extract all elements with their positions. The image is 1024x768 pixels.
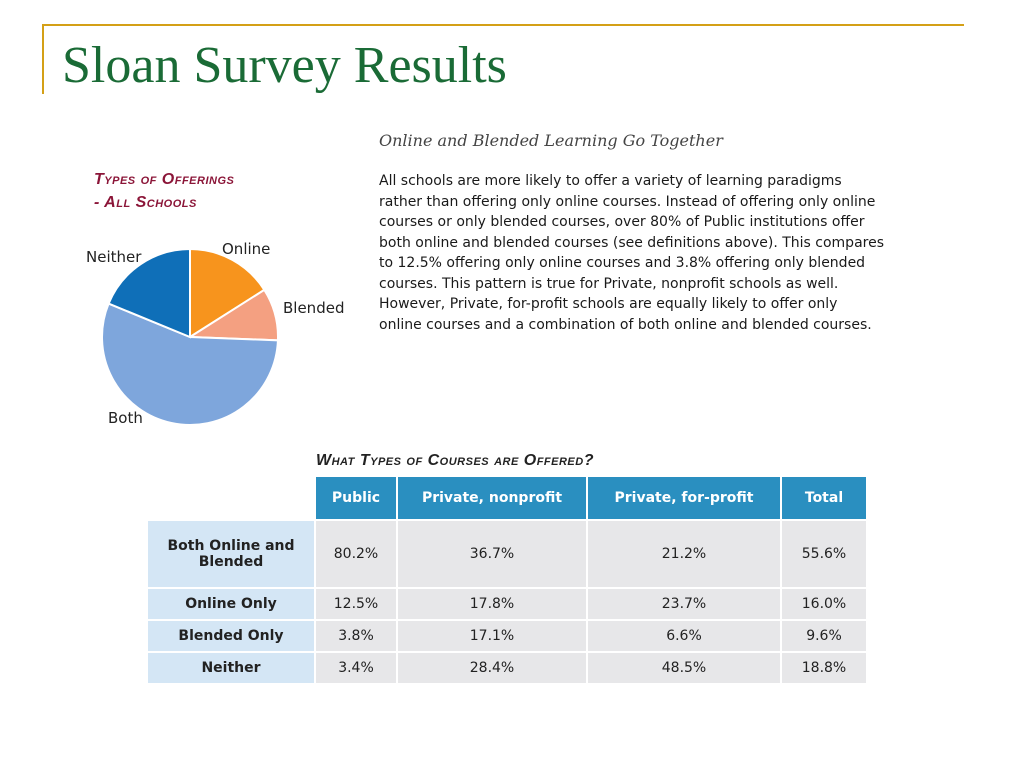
col-header-private-forprofit: Private, for-profit bbox=[588, 477, 780, 519]
table-cell: 6.6% bbox=[588, 621, 780, 651]
table-cell: 28.4% bbox=[398, 653, 586, 683]
table-cell: 21.2% bbox=[588, 521, 780, 587]
row-header: Both Online and Blended bbox=[148, 521, 314, 587]
row-header: Online Only bbox=[148, 589, 314, 619]
table-cell: 80.2% bbox=[316, 521, 396, 587]
slice-label-blended: Blended bbox=[283, 299, 345, 317]
article-body: All schools are more likely to offer a variety of learning paradigms rather than offering only online courses. Instead of offering only online courses or only blended courses, over 80% of Public institutions offer both online and blended courses (see definitions above). This compares to 12.5% offering only online courses and 3.8% offering only blended courses. This pattern is true for Private, nonprofit schools as well. However, Private, for-profit schools are equally likely to offer only online courses and a combination of both online and blended courses. bbox=[379, 173, 884, 333]
table-title: What Types of Courses are Offered? bbox=[316, 452, 594, 469]
col-header-private-nonprofit: Private, nonprofit bbox=[398, 477, 586, 519]
row-header: Blended Only bbox=[148, 621, 314, 651]
table-cell: 17.1% bbox=[398, 621, 586, 651]
table-row bbox=[148, 621, 866, 651]
table-cell: 17.8% bbox=[398, 589, 586, 619]
row-header: Neither bbox=[148, 653, 314, 683]
table-cell: 23.7% bbox=[588, 589, 780, 619]
table-row bbox=[148, 521, 866, 587]
pie-chart-title-line1: Types of Offerings bbox=[94, 171, 235, 188]
slice-label-online: Online bbox=[222, 240, 271, 258]
article-subtitle: Online and Blended Learning Go Together bbox=[379, 131, 723, 150]
table-cell: 9.6% bbox=[782, 621, 866, 651]
col-header-public: Public bbox=[316, 477, 396, 519]
table-corner bbox=[148, 477, 314, 519]
table-row bbox=[148, 589, 866, 619]
col-header-total: Total bbox=[782, 477, 866, 519]
table-cell: 55.6% bbox=[782, 521, 866, 587]
table-cell: 18.8% bbox=[782, 653, 866, 683]
table-header-row bbox=[148, 477, 866, 519]
table-cell: 16.0% bbox=[782, 589, 866, 619]
table-cell: 12.5% bbox=[316, 589, 396, 619]
table-cell: 3.8% bbox=[316, 621, 396, 651]
slice-label-neither: Neither bbox=[86, 248, 142, 266]
table-cell: 3.4% bbox=[316, 653, 396, 683]
table-cell: 36.7% bbox=[398, 521, 586, 587]
slice-label-both: Both bbox=[108, 409, 143, 427]
slide-title: Sloan Survey Results bbox=[62, 37, 507, 94]
offerings-table bbox=[146, 475, 868, 685]
table-cell: 48.5% bbox=[588, 653, 780, 683]
table-row bbox=[148, 653, 866, 683]
pie-chart-title-line2: - All Schools bbox=[94, 194, 197, 211]
